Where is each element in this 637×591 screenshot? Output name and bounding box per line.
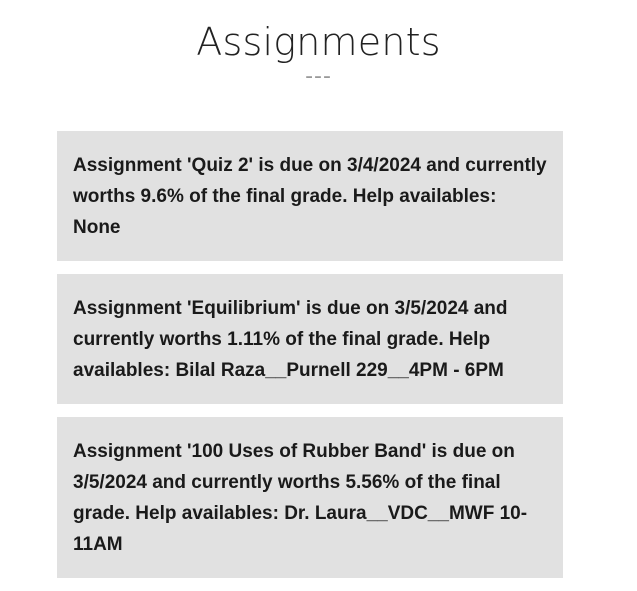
- assignment-text: Assignment '100 Uses of Rubber Band' is due on 3/5/2024 and currently worths 5.56% of the final grade. Help availables: Dr. Laura__VDC__MWF 10-11AM: [73, 441, 528, 555]
- assignment-card-quiz-2: [57, 131, 563, 261]
- assignment-card-equilibrium: [57, 274, 563, 404]
- assignment-text: Assignment 'Quiz 2' is due on 3/4/2024 and currently worths 9.6% of the final grade. Help availables: None: [73, 155, 547, 238]
- page-header: [0, 18, 637, 88]
- title-separator: ---: [305, 64, 332, 89]
- assignment-list: [57, 131, 563, 591]
- assignment-text: Assignment 'Equilibrium' is due on 3/5/2024 and currently worths 1.11% of the final grade. Help availables: Bilal Raza__Purnell 229__4PM - 6PM: [73, 298, 508, 381]
- page-title: Assignments: [196, 20, 441, 64]
- assignment-card-rubber-band: [57, 417, 563, 578]
